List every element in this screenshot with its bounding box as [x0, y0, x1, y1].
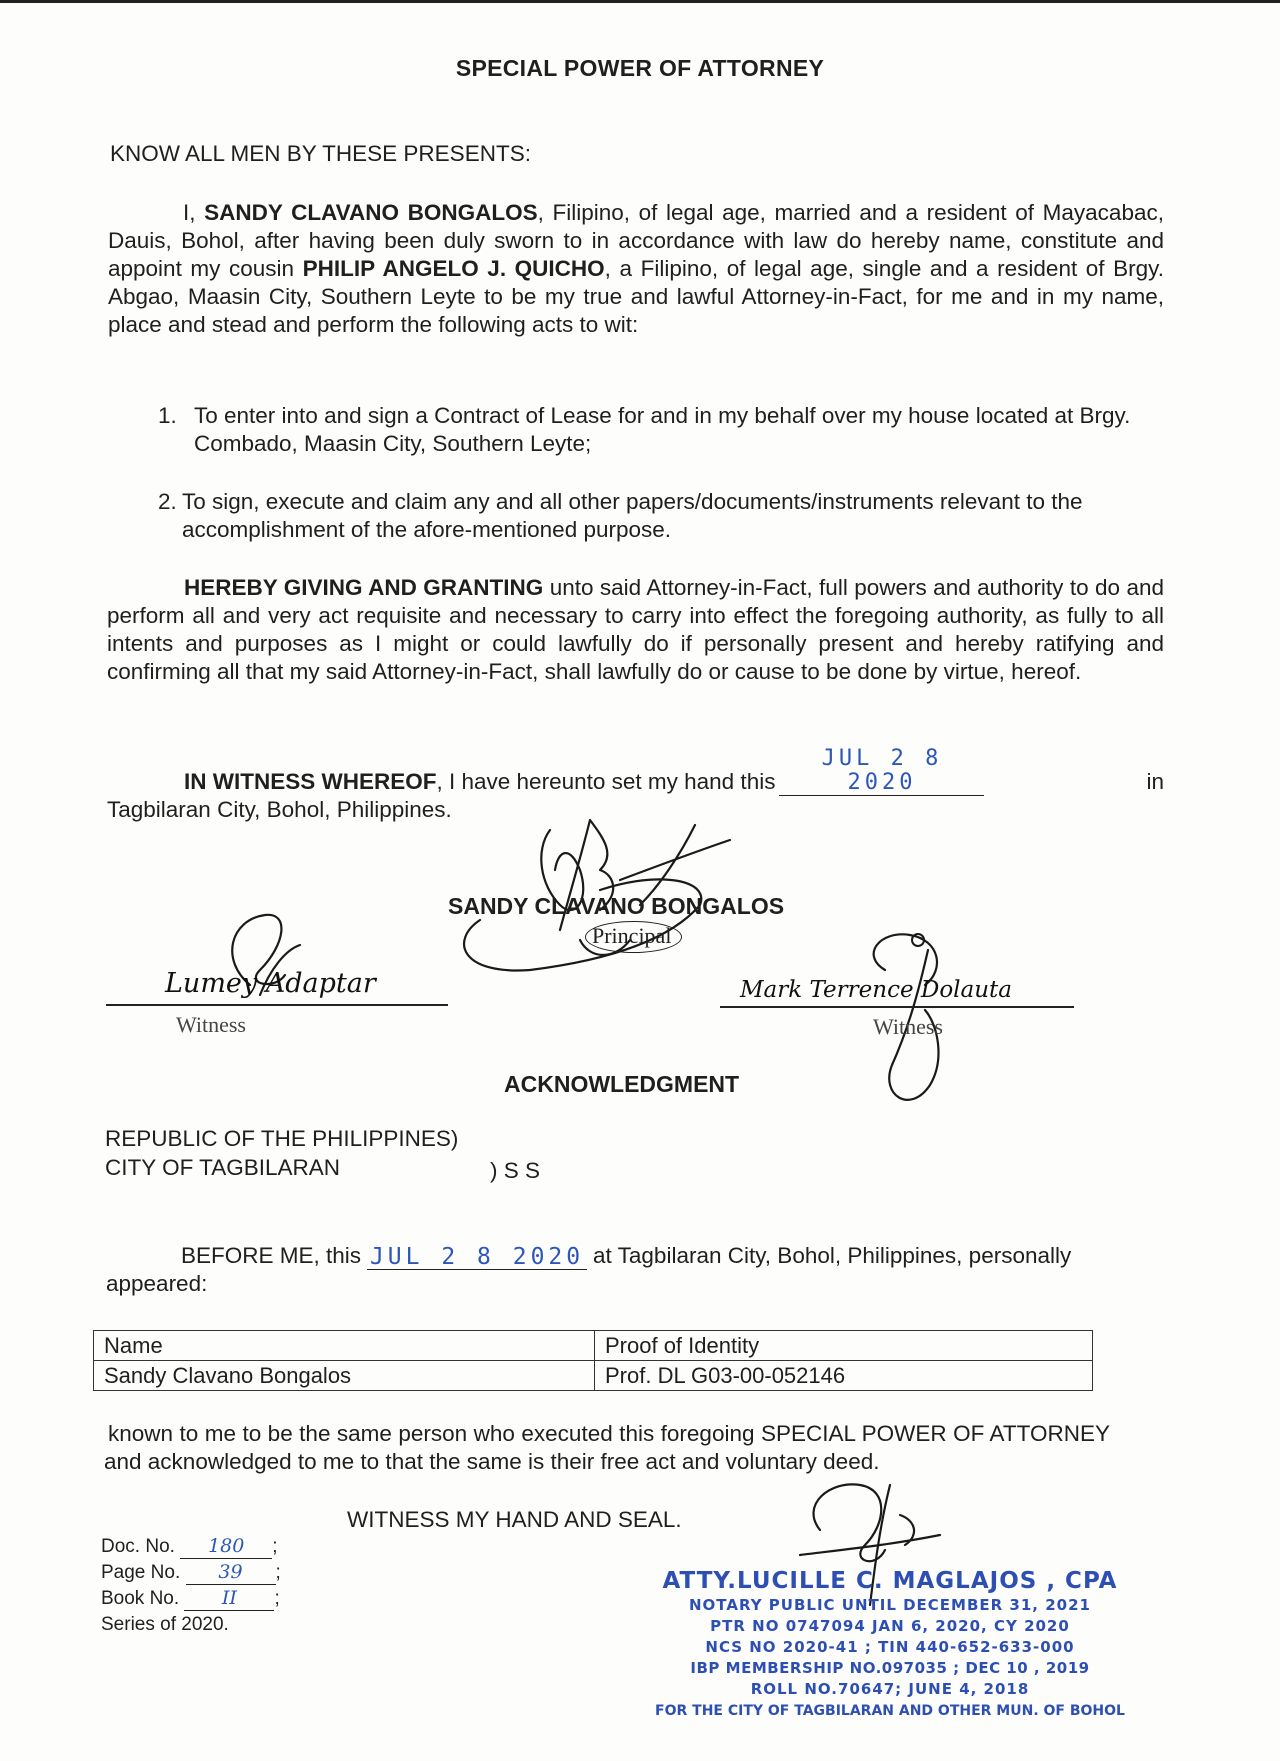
- scan-edge: [0, 0, 1280, 3]
- table-header-row: [94, 1331, 1093, 1361]
- table-header-cell: Proof of Identity: [595, 1331, 1093, 1361]
- principal-printed-name: SANDY CLAVANO BONGALOS: [448, 893, 785, 919]
- act-item-2: 2. To sign, execute and claim any and all other papers/documents/instruments relevant to the accomplishment of the afore-mentioned purpose.: [158, 489, 1083, 542]
- table-header-cell: Name: [94, 1331, 595, 1361]
- venue-ss: ) S S: [490, 1158, 541, 1183]
- notary-signature: [780, 1475, 960, 1615]
- notary-stamp-line6: FOR THE CITY OF TAGBILARAN AND OTHER MUN. OF BOHOL: [655, 1703, 1125, 1719]
- execution-date: JUL 2 8 2020: [779, 747, 984, 796]
- witness-clause: IN WITNESS WHEREOF , I have hereunto set my hand this JUL 2 8 2020 in Tagbilaran City, Bohol, Philippines.: [107, 746, 1164, 822]
- intro-paragraph: I, SANDY CLAVANO BONGALOS, Filipino, of legal age, married and a resident of Mayacabac, Dauis, Bohol, after having been duly sworn to in accordance with law do hereby name, constitute and appoint my cousin PHILIP ANGELO J. QUICHO, a Filipino, of legal age, single and a resident of Brgy. Abgao, Maasin City, Southern Leyte to be my true and lawful Attorney-in-Fact, for me and in my name, place and stead and perform the following acts to wit:: [108, 200, 1164, 337]
- witness2-line: [720, 1006, 1074, 1008]
- witness1-line: [106, 1004, 448, 1006]
- notary-stamp-line1: NOTARY PUBLIC UNTIL DECEMBER 31, 2021: [689, 1596, 1091, 1614]
- venue-line-1: REPUBLIC OF THE PHILIPPINES): [105, 1126, 459, 1151]
- witness2-label: Witness: [873, 1014, 943, 1039]
- known-paragraph: known to me to be the same person who executed this foregoing SPECIAL POWER OF ATTORNEY and acknowledged to me to that the same is their free act and voluntary deed.: [104, 1421, 1110, 1474]
- table-row: [94, 1361, 1093, 1391]
- docket-block: Doc. No. 180 ; Page No. 39 ; Book No. II ; Series of 2020.: [101, 1535, 281, 1635]
- attorney-name: PHILIP ANGELO J. QUICHO: [302, 256, 605, 281]
- table-cell: Prof. DL G03-00-052146: [595, 1361, 1093, 1391]
- venue-line-2: CITY OF TAGBILARAN: [105, 1155, 341, 1180]
- identity-table: [93, 1330, 1093, 1391]
- notary-stamp-line5: ROLL NO.70647; JUNE 4, 2018: [750, 1680, 1030, 1698]
- acknowledgment-date: JUL 2 8 2020: [367, 1245, 587, 1270]
- granting-paragraph: HEREBY GIVING AND GRANTING unto said Attorney-in-Fact, full powers and authority to do and perform all and very act requisite and necessary to carry into effect the foregoing authority, as fully to all intents and purposes as I might or could lawfully do if personally present and hereby ratifying and confirming all that my said Attorney-in-Fact, shall lawfully do or cause to be done by virtue, hereof.: [107, 575, 1165, 684]
- greeting: KNOW ALL MEN BY THESE PRESENTS:: [110, 141, 531, 166]
- witness2-signature: Mark Terrence Dolauta: [740, 977, 1013, 1003]
- notary-stamp-line4: IBP MEMBERSHIP NO.097035 ; DEC 10 , 2019: [690, 1659, 1090, 1677]
- witness1-label: Witness: [176, 1012, 246, 1037]
- document-title: SPECIAL POWER OF ATTORNEY: [455, 55, 825, 81]
- notary-stamp-line3: NCS NO 2020-41 ; TIN 440-652-633-000: [705, 1638, 1075, 1656]
- notary-stamp-name: ATTY.LUCILLE C. MAGLAJOS , CPA: [662, 1568, 1118, 1594]
- doc-number: 180: [180, 1534, 272, 1559]
- book-number: II: [184, 1586, 274, 1611]
- principal-role: Principal: [585, 921, 682, 953]
- principal-name: SANDY CLAVANO BONGALOS: [204, 200, 538, 225]
- witness1-signature-scrawl: [190, 900, 330, 1020]
- notary-stamp-line2: PTR NO 0747094 JAN 6, 2020, CY 2020: [710, 1617, 1070, 1635]
- page-number: 39: [186, 1560, 276, 1585]
- table-cell: Sandy Clavano Bongalos: [94, 1361, 595, 1391]
- witness1-signature: Lumey Adaptar: [165, 968, 376, 999]
- acknowledgment-heading: ACKNOWLEDGMENT: [504, 1071, 740, 1097]
- before-me-paragraph: BEFORE ME, this JUL 2 8 2020 at Tagbilaran City, Bohol, Philippines, personally appeared:: [106, 1243, 1072, 1296]
- witness-hand-seal: WITNESS MY HAND AND SEAL.: [347, 1507, 682, 1532]
- act-item-1: 1. To enter into and sign a Contract of Lease for and in my behalf over my house located at Brgy. Combado, Maasin City, Southern Leyte;: [158, 403, 1131, 456]
